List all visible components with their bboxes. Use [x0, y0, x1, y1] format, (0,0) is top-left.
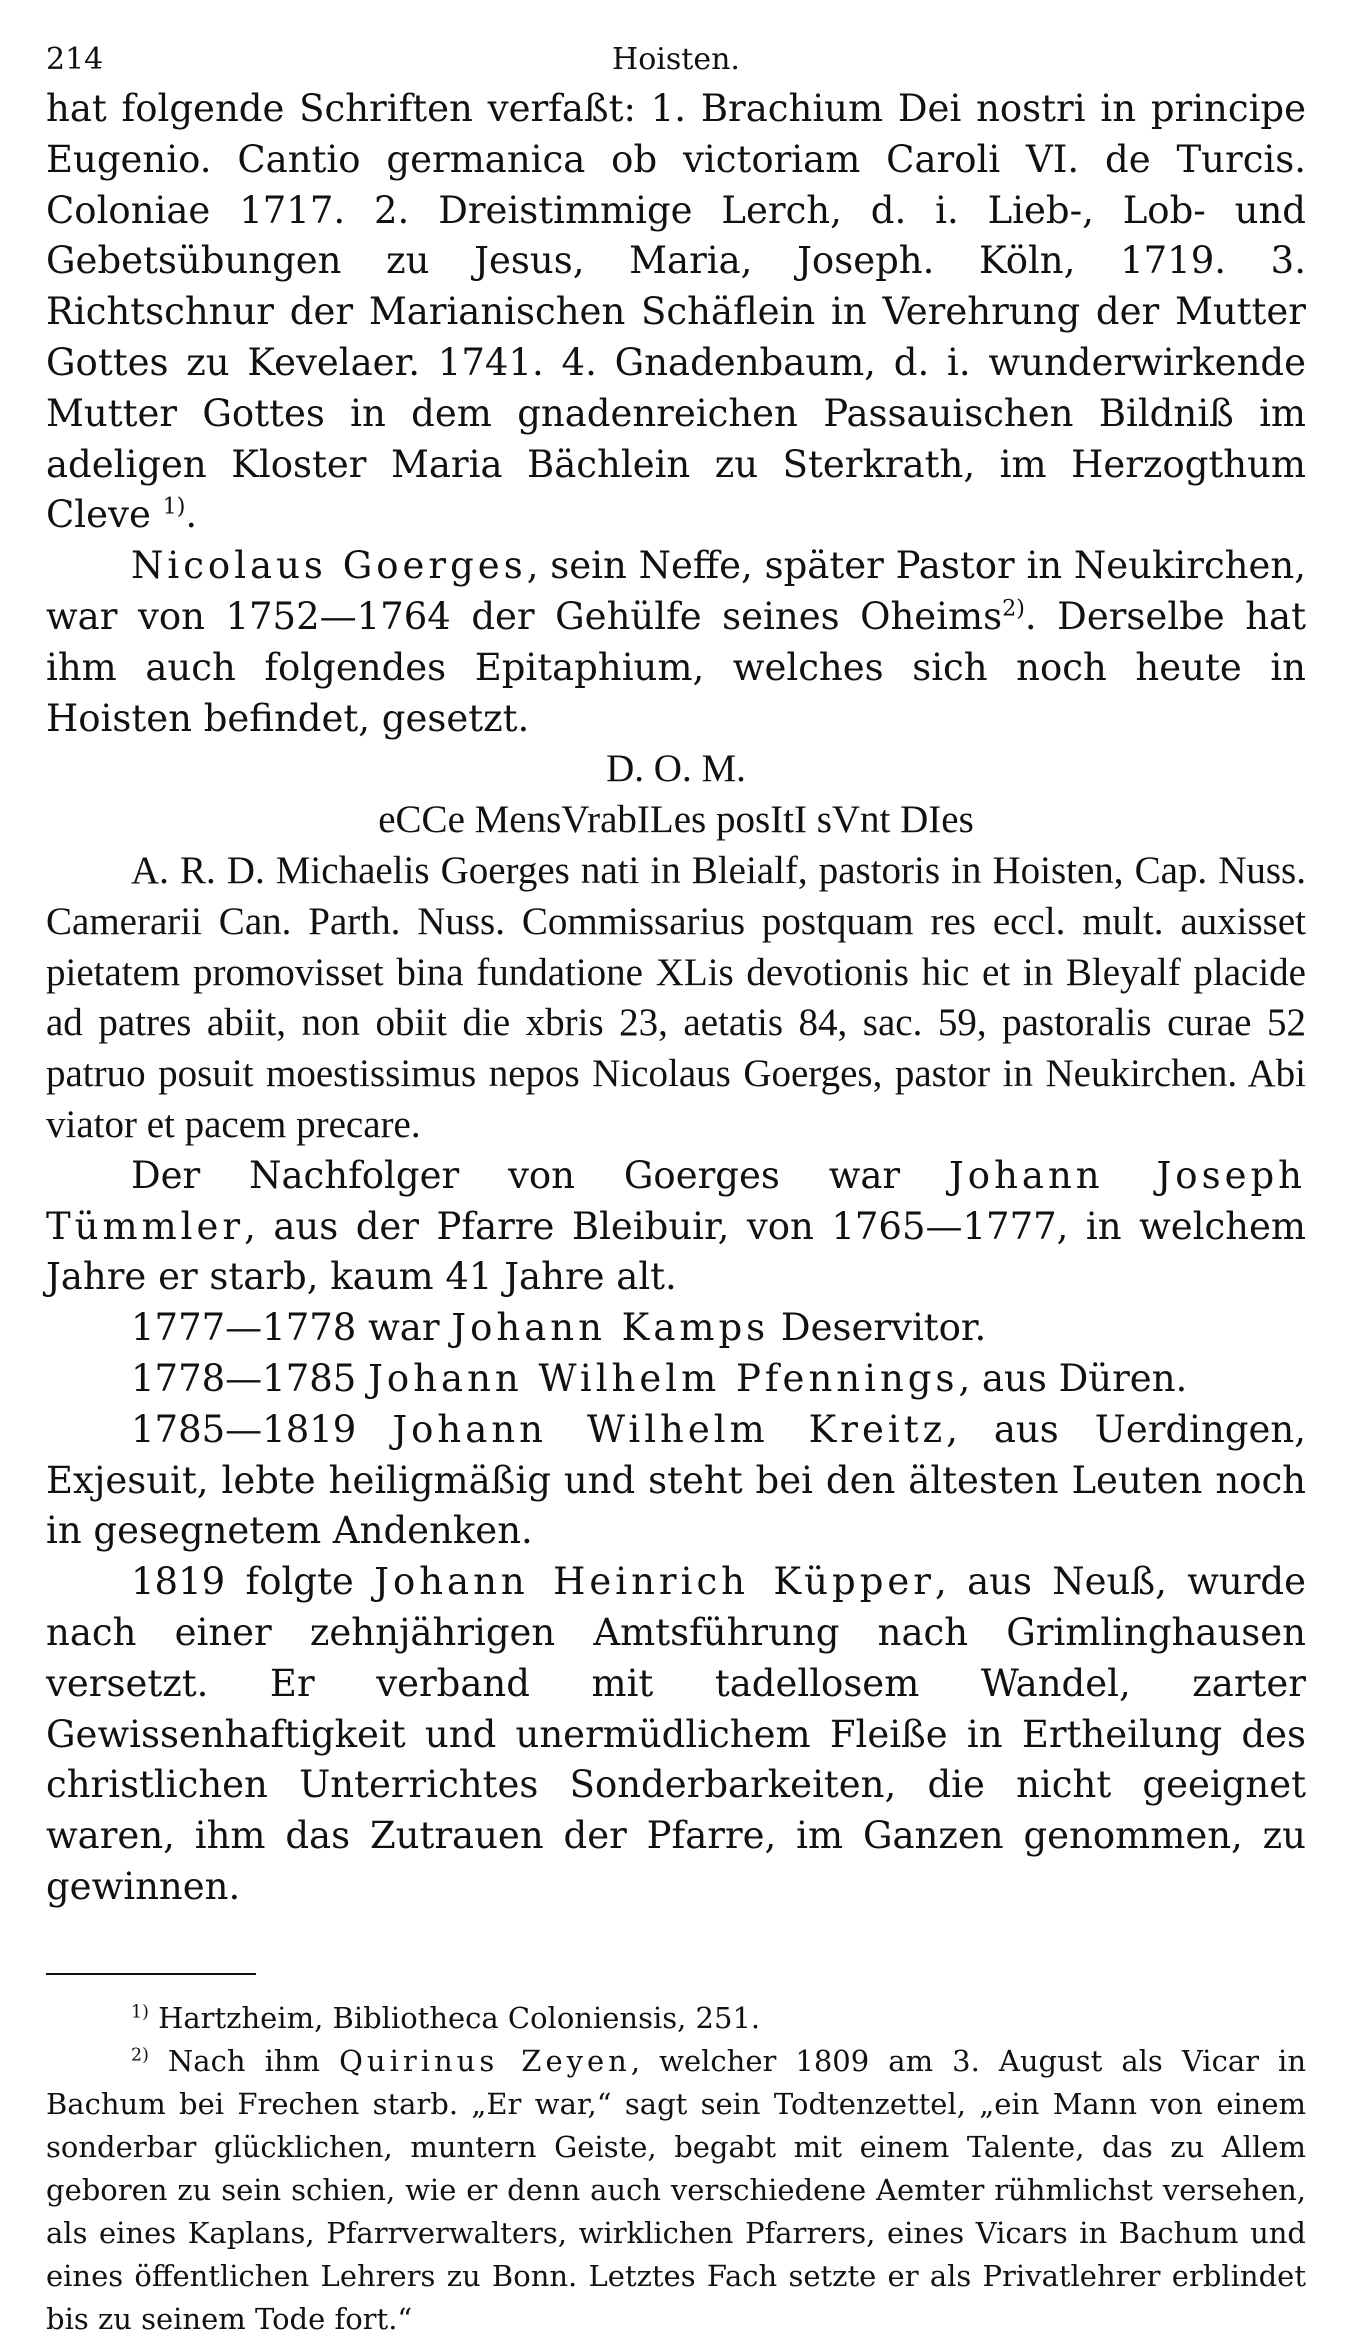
epitaph-heading: D. O. M. [606, 747, 746, 791]
footnote-ref-1: 1) [162, 494, 186, 521]
paragraph-kreitz: 1785—1819 Johann Wilhelm Kreitz, aus Uerdingen, Exjesuit, lebte heiligmäßig und steht bei den ältesten Leuten noch in gesegnetem Andenken. [46, 1407, 1307, 1553]
footnote-2: $^{2)}$ Nach ihm Quirinus Zeyen, welcher 1809 am 3. August als Vicar in Bachum bei Frechen starb. „Er war,“ sagt sein Todtenzettel, „ein Mann von einem sonderbar glücklichen, muntern Geiste, begabt mit einem Talente, das zu Allem geboren zu sein schien, wie er denn auch verschiedene Aemter rühmlichst versehen, als eines Kaplans, Pfarrverwalters, wirklichen Pfarrers, eines Vicars in Bachum und eines öffentlichen Lehrers zu Bonn. Letztes Fach setzte er als Privatlehrer erblindet bis zu seinem Tode fort.“ [46, 2043, 1307, 2336]
person-name: Quirinus Zeyen [339, 2043, 631, 2078]
person-name: Johann Kamps [451, 1306, 770, 1350]
epitaph-text: A. R. D. Michaelis Goerges nati in Bleialf, pastoris in Hoisten, Cap. Nuss. Camerarii Can. Parth. Nuss. Commissarius postquam res eccl. mult. auxisset pietatem promovisset bina fundatione XLis devotionis hic et in Bleyalf placide ad patres abiit, non obiit die xbris 23, aetatis 84, sac. 59, pastoralis curae 52 patruo posuit moestissimus nepos Nicolaus Goerges, pastor in Neukirchen. Abi viator et pacem precare. [46, 848, 1306, 1146]
writings-text: hat folgende Schriften verfaßt: 1. Brachium Dei nostri in principe Eugenio. Cantio germanica ob victoriam Caroli VI. de Turcis. Coloniae 1717. 2. Dreistimmige Lerch, d. i. Lieb-, Lob- und Gebetsübungen zu Jesus, Maria, Joseph. Köln, 1719. 3. Richtschnur der Marianischen Schäflein in Verehrung der Mutter Gottes zu Kevelaer. 1741. 4. Gnadenbaum, d. i. wunderwirkende Mutter Gottes in dem gnadenreichen Passauischen Bildniß im adeligen Kloster Maria Bächlein zu Sterkrath, im Herzogthum Cleve [46, 87, 1306, 537]
footnote-mark: 2) [131, 2045, 149, 2066]
paragraph-writings: hat folgende Schriften verfaßt: 1. Brachium Dei nostri in principe Eugenio. Cantio germanica ob victoriam Caroli VI. de Turcis. Coloniae 1717. 2. Dreistimmige Lerch, d. i. Lieb-, Lob- und Gebetsübungen zu Jesus, Maria, Joseph. Köln, 1719. 3. Richtschnur der Marianischen Schäflein in Verehrung der Mutter Gottes zu Kevelaer. 1741. 4. Gnadenbaum, d. i. wunderwirkende Mutter Gottes in dem gnadenreichen Passauischen Bildniß im adeligen Kloster Maria Bächlein zu Sterkrath, im Herzogthum Cleve $^{1)}$. [46, 87, 1306, 537]
paragraph-kuepper: 1819 folgte Johann Heinrich Küpper, aus Neuß, wurde nach einer zehnjährigen Amtsführung nach Grimlinghausen versetzt. Er verband mit tadellosem Wandel, zarter Gewissenhaftigkeit und unermüdlichem Fleiße in Ertheilung des christlichen Unterrichtes Sonderbarkeiten, die nicht geeignet waren, ihm das Zutrauen der Pfarre, im Ganzen genommen, zu gewinnen. [46, 1560, 1306, 1908]
person-name: Johann Wilhelm Pfennings [368, 1356, 959, 1400]
running-title: Hoisten. [612, 42, 740, 77]
epitaph-chronogram: eCCe MensVrabILes posItI sVnt DIes [378, 798, 974, 842]
paragraph-pfennings: 1778—1785 Johann Wilhelm Pfennings, aus Düren. [131, 1356, 1188, 1400]
footnotes [46, 1997, 1306, 2341]
paragraph-nephew: Nicolaus Goerges, sein Neffe, später Pastor in Neukirchen, war von 1752—1764 der Gehülfe seines Oheims$^{2)}$. Derselbe hat ihm auch folgendes Epitaphium, welches sich noch heute in Hoisten befindet, gesetzt. [46, 544, 1306, 740]
paragraph-tuemmler: Der Nachfolger von Goerges war Johann Joseph Tümmler, aus der Pfarre Bleibuir, von 1765—1777, in welchem Jahre er starb, kaum 41 Jahre alt. [46, 1153, 1306, 1299]
footnote-mark: 1) [131, 2002, 149, 2023]
footnote-divider [46, 1973, 256, 1975]
main-text [46, 84, 1306, 1913]
person-name: Johann Heinrich Küpper [374, 1560, 935, 1604]
paragraph-kamps: 1777—1778 war Johann Kamps Deservitor. [131, 1306, 987, 1350]
page-header [46, 22, 1306, 84]
person-name: Johann Joseph Tümmler [46, 1153, 1306, 1248]
footnote-ref-2: 2) [1002, 595, 1025, 622]
person-name: Nicolaus Goerges [131, 544, 527, 588]
footnote-1: $^{1)}$ Hartzheim, Bibliotheca Coloniensis, 251. [131, 2000, 761, 2035]
page-number: 214 [46, 42, 104, 77]
person-name: Johann Wilhelm Kreitz [392, 1407, 947, 1451]
